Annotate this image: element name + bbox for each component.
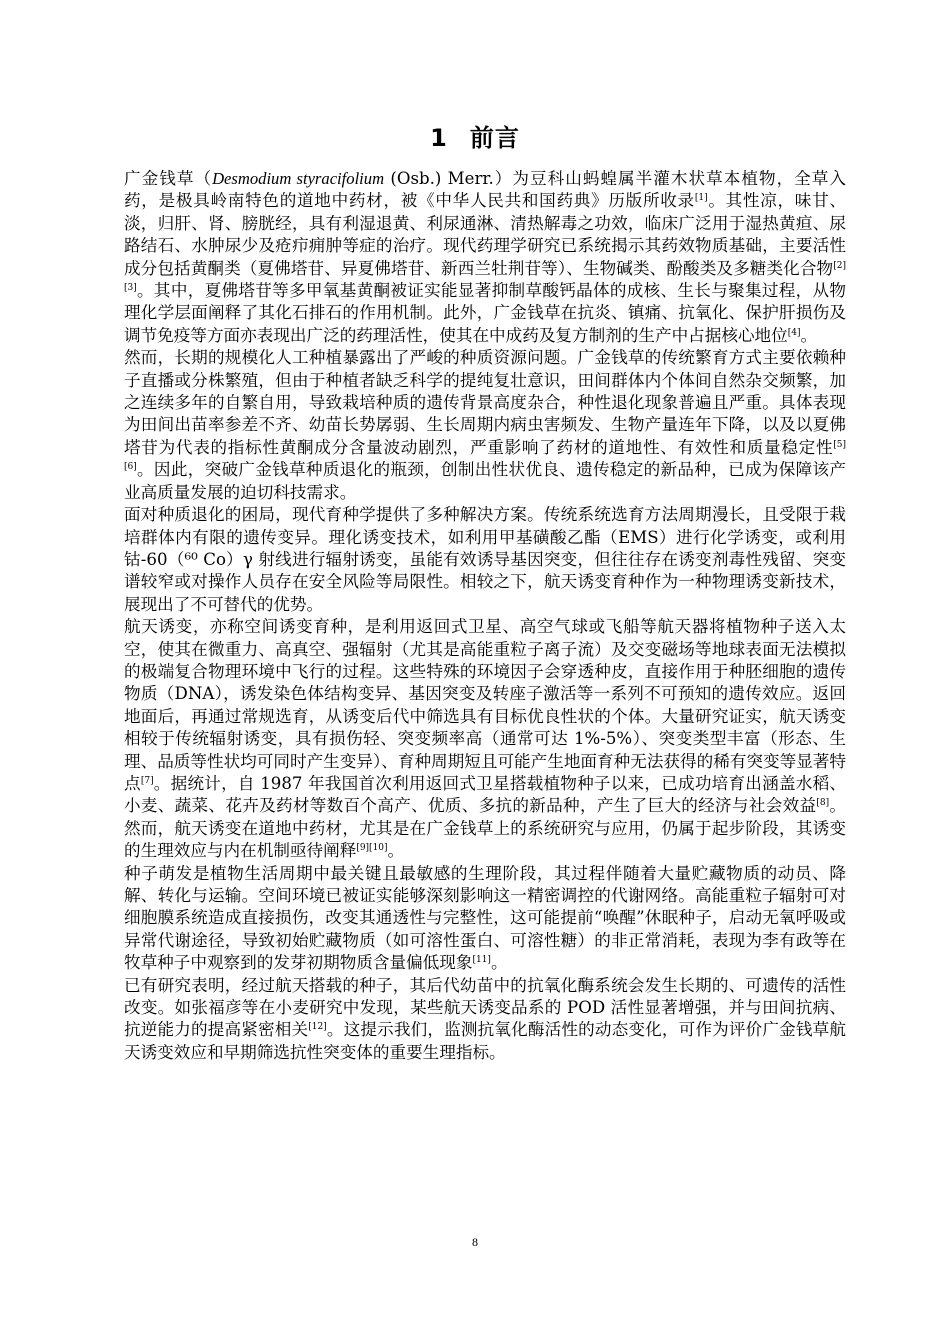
section-title: 前言 [469,124,520,152]
paragraph-2: 然而，长期的规模化人工种植暴露出了严峻的种质资源问题。广金钱草的传统繁育方式主要依赖种子直播或分株繁殖，但由于种植者缺乏科学的提纯复壮意识，田间群体内个体间自然杂交频繁，加之连续多年的自繁自用，导致栽培种质的遗传背景高度杂合，种性退化现象普遍且严重。具体表现为田间出苗率参差不齐、幼苗长势孱弱、生长周期内病虫害频发、生物产量连年下降，以及以夏佛塔苷为代表的指标性黄酮成分含量波动剧烈，严重影响了药材的道地性、有效性和质量稳定性[5][6]。因此，突破广金钱草种质退化的瓶颈，创制出性状优良、遗传稳定的新品种，已成为保障该产业高质量发展的迫切科技需求。 [124,348,846,502]
citation-ref: [11] [472,955,491,966]
paragraph-3: 面对种质退化的困局，现代育种学提供了多种解决方案。传统系统选育方法周期漫长，且受限于栽培群体内有限的遗传变异。理化诱变技术，如利用甲基磺酸乙酯（EMS）进行化学诱变，或利用钴-60（⁶⁰ Co）γ 射线进行辐射诱变，虽能有效诱导基因突变，但往往存在诱变剂毒性残留、突变谱较窄或对操作人员存在安全风险等局限性。相较之下，航天诱变育种作为一种物理诱变新技术，展现出了不可替代的优势。 [124,505,846,614]
citation-ref: [5][6] [124,439,846,473]
citation-ref: [8] [816,798,830,809]
citation-ref: [9][10] [356,843,388,854]
citation-ref: [7] [140,775,154,786]
citation-ref: [4] [787,327,801,338]
paragraph-6: 已有研究表明，经过航天搭载的种子，其后代幼苗中的抗氧化酶系统会发生长期的、可遗传的活性改变。如张福彦等在小麦研究中发现，某些航天诱变品系的 POD 活性显著增强，并与田间抗病、抗逆能力的提高紧密相关[12]。这提示我们，监测抗氧化酶活性的动态变化，可作为评价广金钱草航天诱变效应和早期筛选抗性突变体的重要生理指标。 [124,975,847,1062]
body-text [124,168,846,1064]
citation-ref: [1] [694,193,708,204]
page-number: 8 [472,1235,478,1249]
paragraph-1: 广金钱草（Desmodium styracifolium (Osb.) Merr.）为豆科山蚂蝗属半灌木状草本植物，全草入药，是极具岭南特色的道地中药材，被《中华人民共和国药典》历版所收录[1]。其性凉，味甘、淡，归肝、肾、膀胱经，具有利湿退黄、利尿通淋、清热解毒之功效，临床广泛用于湿热黄疸、尿路结石、水肿尿少及疮疖痈肿等症的治疗。现代药理学研究已系统揭示其药效物质基础，主要活性成分包括黄酮类（夏佛塔苷、异夏佛塔苷、新西兰牡荆苷等）、生物碱类、酚酸类及多糖类化合物[2][3]。其中，夏佛塔苷等多甲氧基黄酮被证实能显著抑制草酸钙晶体的成核、生长与聚集过程，从物理化学层面阐释了其化石排石的作用机制。此外，广金钱草在抗炎、镇痛、抗氧化、保护肝损伤及调节免疫等方面亦表现出广泛的药理活性，使其在中成药及复方制剂的生产中占据核心地位[4]。 [124,169,846,345]
species-name: Desmodium styracifolium [212,169,385,188]
paragraph-4: 航天诱变，亦称空间诱变育种，是利用返回式卫星、高空气球或飞船等航天器将植物种子送入太空，使其在微重力、高真空、强辐射（尤其是高能重粒子离子流）及交变磁场等地球表面无法模拟的极端复合物理环境中飞行的过程。这些特殊的环境因子会穿透种皮，直接作用于种胚细胞的遗传物质（DNA），诱发染色体结构变异、基因突变及转座子激活等一系列不可预知的遗传效应。返回地面后，再通过常规选育，从诱变后代中筛选具有目标优良性状的个体。大量研究证实，航天诱变相较于传统辐射诱变，具有损伤轻、突变频率高（通常可达 1%-5%）、突变类型丰富（形态、生理、品质等性状均可同时产生变异）、育种周期短且可能产生地面育种无法获得的稀有突变等显著特点[7]。据统计，自 1987 年我国首次利用返回式卫星搭载植物种子以来，已成功培育出涵盖水稻、小麦、蔬菜、花卉及药材等数百个高产、优质、多抗的新品种，产生了巨大的经济与社会效益[8]。然而，航天诱变在道地中药材，尤其是在广金钱草上的系统研究与应用，仍属于起步阶段，其诱变的生理效应与内在机制亟待阐释[9][10]。 [124,617,847,861]
citation-ref: [2][3] [124,260,846,294]
citation-ref: [12] [308,1022,327,1033]
paragraph-5: 种子萌发是植物生活周期中最关键且最敏感的生理阶段，其过程伴随着大量贮藏物质的动员、降解、转化与运输。空间环境已被证实能够深刻影响这一精密调控的代谢网络。高能重粒子辐射可对细胞膜系统造成直接损伤，改变其通透性与完整性，这可能提前“唤醒”休眠种子，启动无氧呼吸或异常代谢途径，导致初始贮藏物质（如可溶性蛋白、可溶性糖）的非正常消耗，表现为李有政等在牧草种子中观察到的发芽初期物质含量偏低现象[11]。 [124,863,846,973]
section-number: 1 [430,124,448,152]
section-heading [0,118,950,153]
